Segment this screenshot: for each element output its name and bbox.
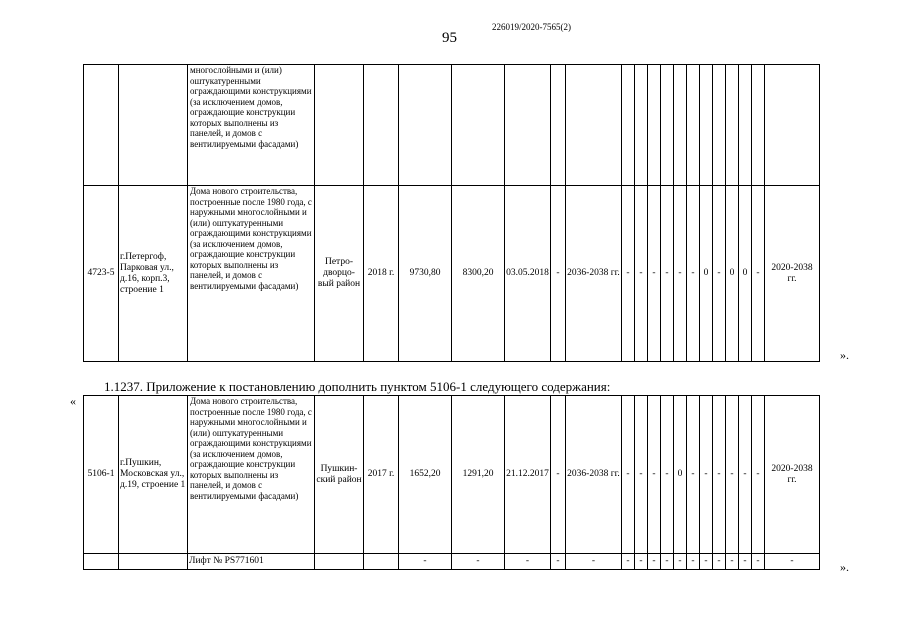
repair-period: -: [765, 554, 820, 570]
repair-period: 2036-2038 гг.: [566, 186, 622, 362]
date: 03.05.2018: [505, 186, 551, 362]
cell-small: -: [674, 554, 687, 570]
table-row: [84, 186, 820, 362]
year-built: 2017 г.: [364, 396, 399, 554]
cell-dash: -: [551, 186, 566, 362]
cell-small: -: [661, 186, 674, 362]
cell-small: 0: [700, 186, 713, 362]
cell-dash: -: [551, 396, 566, 554]
cell-small: -: [622, 396, 635, 554]
cell-small: -: [752, 396, 765, 554]
cell-small: -: [726, 396, 739, 554]
district: Пушкин-ский район: [315, 396, 364, 554]
cell-small: -: [739, 396, 752, 554]
closing-quote: ».: [840, 348, 849, 362]
table-new-item: [83, 395, 820, 570]
cell-small: -: [739, 554, 752, 570]
cell-small: -: [661, 554, 674, 570]
cell-small: -: [700, 396, 713, 554]
year-built: [364, 554, 399, 570]
living-area: 8300,20: [452, 186, 505, 362]
repair-period: 2020-2038 гг.: [765, 186, 820, 362]
total-area: -: [399, 554, 452, 570]
cell-small: 0: [674, 396, 687, 554]
section-heading: 1.1237. Приложение к постановлению дополнить пунктом 5106-1 следующего содержания:: [104, 379, 611, 394]
opening-quote: «: [70, 394, 76, 408]
cell-small: -: [687, 186, 700, 362]
cell-small: -: [674, 186, 687, 362]
total-area: 9730,80: [399, 186, 452, 362]
address: г.Петергоф, Парковая ул., д.16, корп.3, строение 1: [119, 186, 188, 362]
repair-period: 2020-2038 гг.: [765, 396, 820, 554]
cell-small: -: [713, 554, 726, 570]
cell-small: -: [622, 554, 635, 570]
total-area: 1652,20: [399, 396, 452, 554]
living-area: 1291,20: [452, 396, 505, 554]
table-row: [84, 396, 820, 554]
cell-small: -: [713, 186, 726, 362]
cell-small: -: [635, 396, 648, 554]
cell-small: -: [622, 186, 635, 362]
cell-dash: -: [551, 554, 566, 570]
cell-small: -: [635, 554, 648, 570]
page-number: 95: [442, 30, 457, 46]
cell-small: -: [661, 396, 674, 554]
repair-period: 2036-2038 гг.: [566, 396, 622, 554]
cell-small: 0: [726, 186, 739, 362]
building-description: Дома нового строительства, построенные после 1980 года, с наружными многослойными и (или) оштукатуренными ограждающими конструкциями (за исключением домов, ограждающие конструкции которых выполнены из панелей, и домов с вентилируемыми фасадами): [188, 186, 315, 362]
repair-period: -: [566, 554, 622, 570]
cell-small: -: [752, 554, 765, 570]
cell-small: -: [726, 554, 739, 570]
address: г.Пушкин, Московская ул., д.19, строение 1: [119, 396, 188, 554]
district: [315, 554, 364, 570]
cell-small: -: [687, 554, 700, 570]
record-id: 4723-5: [84, 186, 119, 362]
cell-small: -: [687, 396, 700, 554]
living-area: -: [452, 554, 505, 570]
cell-small: -: [648, 186, 661, 362]
cell-small: -: [648, 396, 661, 554]
cell-small: -: [713, 396, 726, 554]
table-row: [84, 65, 820, 186]
cell-small: -: [700, 554, 713, 570]
table-row: [84, 554, 820, 570]
elevator-label: Лифт № PS771601: [188, 554, 315, 570]
date: -: [505, 554, 551, 570]
document-id: 226019/2020-7565(2): [492, 22, 571, 32]
cell-small: -: [752, 186, 765, 362]
district: Петро-дворцо-вый район: [315, 186, 364, 362]
building-description: Дома нового строительства, построенные после 1980 года, с наружными многослойными и (или) оштукатуренными ограждающими конструкциями (за исключением домов, ограждающие конструкции которых выполнены из панелей, и домов с вентилируемыми фасадами): [188, 396, 315, 554]
building-description: многослойными и (или) оштукатуренными ограждающими конструкциями (за исключением домов, ограждающие конструкции которых выполнены из панелей, и домов с вентилируемыми фасадами): [188, 65, 315, 186]
cell-small: 0: [739, 186, 752, 362]
record-id: 5106-1: [84, 396, 119, 554]
date: 21.12.2017: [505, 396, 551, 554]
closing-quote: ».: [840, 560, 849, 574]
year-built: 2018 г.: [364, 186, 399, 362]
cell-small: -: [648, 554, 661, 570]
table-continuation: [83, 64, 820, 362]
cell-small: -: [635, 186, 648, 362]
